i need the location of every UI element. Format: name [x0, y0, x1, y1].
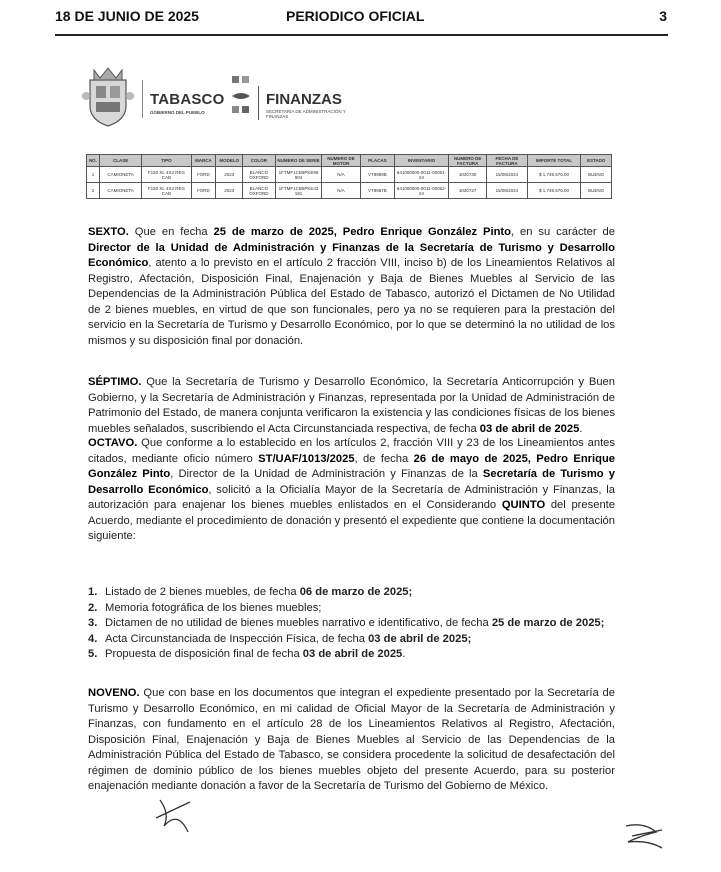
paragraph-label: SEXTO.	[88, 226, 129, 238]
text-span: , Director de la Unidad de Administración y Finanzas de la	[170, 468, 483, 480]
table-cell: N/A	[322, 183, 360, 199]
table-cell: 1FTMF1CB5PKE43 181	[275, 183, 322, 199]
text-span: Acta Circunstanciada de Inspección Física, de fecha	[105, 632, 369, 645]
col-header: NUMERO DE MOTOR	[322, 155, 360, 167]
tabasco-logo-subtitle: GOBIERNO DEL PUEBLO	[150, 110, 205, 115]
logo-divider-2	[258, 86, 259, 120]
table-cell: 1030730	[448, 167, 486, 183]
logo-divider	[142, 80, 143, 118]
bold-span: Secretaría de Turismo y Desarrollo Económico	[88, 468, 615, 496]
finanzas-logo-text: FINANZAS	[266, 91, 342, 108]
table-cell: VT8969B	[360, 167, 394, 183]
page-number: 3	[659, 8, 667, 24]
documents-list	[88, 585, 615, 663]
logo-block	[82, 66, 382, 130]
signature-mark-icon	[622, 818, 668, 854]
text-span: Memoria fotográfica de los bienes muebles;	[105, 601, 322, 614]
bold-span: Director de la Unidad de Administración y Finanzas de la Secretaría de Turismo y Desarrollo Económico	[88, 241, 615, 269]
tabasco-crest-icon	[82, 66, 134, 128]
item-number: 3.	[88, 617, 98, 629]
col-header: PLACAS	[360, 155, 394, 167]
finanzas-logo-subtitle: SECRETARÍA DE ADMINISTRACIÓN Y FINANZAS	[266, 109, 346, 119]
table-row	[87, 183, 612, 199]
text-span: del presente Acuerdo, mediante el procedimiento de donación y presentó el expediente que contiene la documentación siguiente:	[88, 499, 615, 542]
table-cell: 2023	[216, 167, 243, 183]
bold-span: ST/UAF/1013/2025	[258, 452, 355, 465]
table-cell: $ 1,749,576.00	[527, 167, 581, 183]
text-span: .	[402, 648, 406, 660]
table-cell: FORD	[191, 167, 216, 183]
table-cell: 15/08/2024	[487, 183, 527, 199]
header-date: 18 DE JUNIO DE 2025	[55, 8, 199, 24]
paragraph-noveno	[88, 686, 615, 795]
col-header: IMPORTE TOTAL	[527, 155, 581, 167]
bold-span: 25 de marzo de 2025;	[491, 617, 605, 629]
col-header: NO.	[87, 155, 100, 167]
table-cell: 641000000-0011-00062-24	[395, 183, 449, 199]
table-cell: BLANCO OXFORD	[243, 183, 276, 199]
paragraph-label: SÉPTIMO.	[88, 376, 142, 388]
text-span: Que con base en los documentos que integran el expediente presentado por la Secretaría de Turismo y Desarrollo Económico, en mi calidad de Oficial Mayor de la Secretaría de Administración y Finanzas, con fundamento en el artículo 28 de los Lineamientos Relativos al Registro, Afectación, Disposición Final, Enajenación y Baja de Bienes Muebles al Servicio de las Dependencias de la Administración Pública del Estado de Tabasco, se considera procedente la solicitud de desafectación del régimen de dominio público de los bienes muebles objeto del presente Acuerdo, para su posterior enajenación mediante donación a favor de la Secretaría de Turismo del Gobierno de México.	[88, 687, 615, 792]
col-header: FECHA DE FACTURA	[487, 155, 527, 167]
text-span: Que conforme a lo establecido en los artículos 2, fracción VIII y 23 de los Lineamientos antes citados, mediante oficio número	[88, 437, 615, 465]
table-cell: CAMIONETA	[99, 183, 141, 199]
signature-initials-icon	[150, 796, 200, 836]
tabasco-mark-icon	[230, 74, 252, 120]
list-item	[88, 632, 615, 648]
col-header: NUMERO DE SERIE	[275, 155, 322, 167]
col-header: MODELO	[216, 155, 243, 167]
table-cell: 2	[87, 183, 100, 199]
assets-table	[86, 154, 612, 199]
table-cell: 1FTMF1CB9PKE98 904	[275, 167, 322, 183]
text-span: , en su carácter de	[511, 226, 615, 238]
table-cell: VT8967B	[360, 183, 394, 199]
table-cell: 1	[87, 167, 100, 183]
bold-span: 03 de abril de 2025	[302, 648, 403, 660]
text-span: Propuesta de disposición final de fecha	[105, 648, 303, 660]
table-header-row	[87, 155, 612, 167]
col-header: CLASE	[99, 155, 141, 167]
paragraph-septimo	[88, 375, 615, 437]
col-header: ESTADO	[581, 155, 612, 167]
item-number: 1.	[88, 586, 98, 598]
header-title: PERIODICO OFICIAL	[286, 8, 425, 24]
table-cell: 641000000-0011-00061-24	[395, 167, 449, 183]
text-span: .	[579, 422, 583, 435]
bold-span: 26 de mayo de 2025, Pedro Enrique González Pinto	[88, 452, 616, 480]
col-header: TIPO	[142, 155, 191, 167]
table-cell: $ 1,749,576.00	[527, 183, 581, 199]
header-divider	[55, 34, 668, 36]
table-cell: FORD	[191, 183, 216, 199]
bold-span: 03 de abril de 2025;	[368, 632, 472, 645]
item-number: 4.	[88, 632, 98, 645]
text-span: Que en fecha	[128, 226, 214, 238]
col-header: NUMERO DE FACTURA	[448, 155, 486, 167]
text-span: , solicitó a la Oficialía Mayor de la Secretaría de Administración y Finanzas, la autorización para enajenar los bienes muebles enlistados en el Considerando	[88, 483, 615, 511]
col-header: INVENTARIO	[395, 155, 449, 167]
item-number: 5.	[88, 648, 98, 660]
col-header: COLOR	[243, 155, 276, 167]
table-row	[87, 167, 612, 183]
page-header	[55, 8, 667, 28]
paragraph-octavo	[88, 436, 615, 545]
text-span: Listado de 2 bienes muebles, de fecha	[105, 586, 300, 598]
bold-span: QUINTO	[501, 499, 546, 511]
tabasco-logo-text: TABASCO	[150, 91, 225, 108]
table-cell: BUENO	[581, 183, 612, 199]
list-item	[88, 616, 615, 632]
table-cell: F150 XL 4X2 REG CAB	[142, 167, 191, 183]
list-item	[88, 647, 615, 663]
list-item	[88, 601, 615, 617]
table-cell: BLANCO OXFORD	[243, 167, 276, 183]
text-span: , atento a lo previsto en el artículo 2 fracción VIII, inciso b) de los Lineamientos Relativos al Registro, Afectación, Disposición Final, Enajenación y Baja de Bienes Muebles al Servicio de las Dependencias de la Administración Pública del Estado de Tabasco, autorizó el Dictamen de No Utilidad de 2 bienes muebles, en virtud de que son funcionales, pero ya no se requieren para la prestación del servicio en la Secretaría de Turismo y Desarrollo Económico, por lo que se determinó la no utilidad de los mismos y su disposición final por donación.	[88, 257, 615, 347]
text-span: Dictamen de no utilidad de bienes muebles narrativo e identificativo, de fecha	[105, 617, 492, 629]
table-cell: CAMIONETA	[99, 167, 141, 183]
paragraph-sexto	[88, 225, 615, 349]
table-cell: 1030727	[448, 183, 486, 199]
paragraph-label: NOVENO.	[88, 687, 140, 699]
paragraph-label: OCTAVO.	[88, 437, 138, 449]
text-span: , de fecha	[354, 452, 414, 465]
text-span: Que la Secretaría de Turismo y Desarrollo Económico, la Secretaría Anticorrupción y Buen Gobierno, y la Secretaría de Administración y Finanzas, representada por la Unidad de Administración de Patrimonio del Estado, de manera conjunta verificaron la existencia y las condiciones físicas de los bienes muebles señalados, suscribiendo el Acta Circunstanciada respectiva, de fecha	[88, 376, 615, 435]
table-cell: BUENO	[581, 167, 612, 183]
bold-span: 25 de marzo de 2025, Pedro Enrique González Pinto	[213, 226, 511, 238]
item-number: 2.	[88, 601, 98, 614]
table-cell: F150 XL 4X2 REG CAB	[142, 183, 191, 199]
bold-span: 06 de marzo de 2025;	[299, 586, 413, 598]
table-cell: 2023	[216, 183, 243, 199]
table-cell: 15/08/2024	[487, 167, 527, 183]
list-item	[88, 585, 615, 601]
table-cell: N/A	[322, 167, 360, 183]
col-header: MARCA	[191, 155, 216, 167]
bold-span: 03 de abril de 2025	[479, 422, 580, 435]
